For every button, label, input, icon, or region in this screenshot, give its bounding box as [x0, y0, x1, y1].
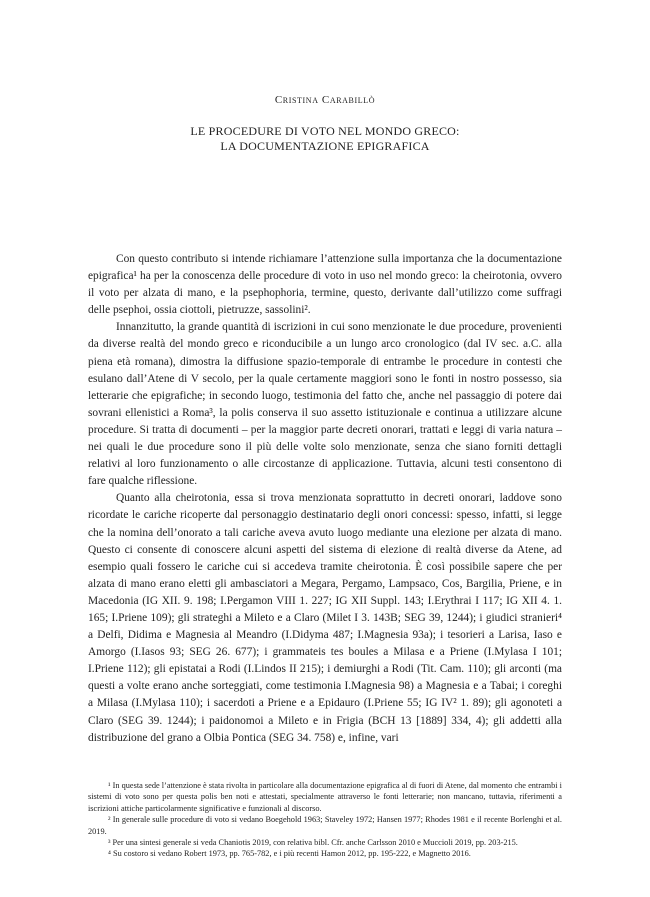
article-title	[0, 124, 650, 154]
footnote-2: ² In generale sulle procedure di voto si vedano Boegehold 1963; Staveley 1972; Hansen 1977; Rhodes 1981 e il recente Borlenghi et al. 2019.	[88, 815, 562, 836]
paragraph-1: Con questo contributo si intende richiamare l’attenzione sulla importanza che la documentazione epigrafica¹ ha per la conoscenza delle procedure di voto in uso nel mondo greco: la cheirotonia, ovvero il voto per alzata di mano, e la psephophoria, termine, questo, derivante dall’utilizzo come suffragi delle psephoi, ossia ciottoli, pietruzze, sassolini².	[88, 253, 562, 317]
footnote-4: ⁴ Su costoro si vedano Robert 1973, pp. 765-782, e i più recenti Hamon 2012, pp. 195-222, e Magnetto 2016.	[108, 849, 471, 859]
paragraph-3: Quanto alla cheirotonia, essa si trova menzionata soprattutto in decreti onorari, laddove sono ricordate le cariche ricoperte dal personaggio destinatario degli onori concessi: spesso, infatti, si legge che la nomina dell’onorato a tali cariche aveva avuto luogo mediante una elezione per alzata di mano. Questo ci consente di conoscere alcuni aspetti del sistema di elezione di realtà diverse da Atene, ad esempio quali fossero le cariche cui si accedeva tramite cheirotonia. È così possibile sapere che per alzata di mano erano eletti gli ambasciatori a Megara, Pergamo, Lampsaco, Cos, Bargilia, Priene, e in Macedonia (IG XII. 9. 198; I.Pergamon VIII 1. 227; IG XII Suppl. 143; I.Erythrai I 117; IG XII 4. 1. 165; I.Priene 109); gli strateghi a Mileto e a Claro (Milet I 3. 143B; SEG 39, 1244); i giudici stranieri⁴ a Delfi, Didima e Magnesia al Meandro (I.Didyma 487; I.Magnesia 93a); i tesorieri a Larisa, Iaso e Amorgo (I.Iasos 93; SEG 26. 677); i grammateis tes boules a Milasa e a Priene (I.Mylasa I 101; I.Priene 112); gli epistatai a Rodi (I.Lindos II 215); i demiurghi a Rodi (Tit. Cam. 110); gli arconti (ma questi a volte erano anche sorteggiati, come testimonia I.Magnesia 98) a Magnesia e a Tabai; i coreghi a Milasa (I.Mylasa 110); i sacerdoti a Priene e a Epidauro (I.Priene 55; IG IV² 1. 89); gli agonoteti a Claro (SEG 39. 1244); i paidonomoi a Mileto e in Frigia (BCH 13 [1889] 334, 4); gli addetti alla distribuzione del grano a Olbia Pontica (SEG 34. 758) e, infine, vari	[88, 492, 562, 744]
footnotes	[88, 780, 562, 860]
title-line-2: LA DOCUMENTAZIONE EPIGRAFICA	[220, 139, 430, 153]
title-line-1: LE PROCEDURE DI VOTO NEL MONDO GRECO:	[190, 124, 460, 138]
body-text	[88, 251, 562, 747]
footnote-3: ³ Per una sintesi generale si veda Chaniotis 2019, con relativa bibl. Cfr. anche Carlsson 2010 e Muccioli 2019, pp. 203-215.	[108, 838, 518, 848]
author-name: Cristina Carabillò	[274, 94, 376, 106]
footnote-1: ¹ In questa sede l’attenzione è stata rivolta in particolare alla documentazione epigrafica al di fuori di Atene, dal momento che entrambi i sistemi di voto sono per questa polis ben noti e attestati, specialmente attraverso le fonti letterarie; non mancano, tuttavia, riferimenti a iscrizioni attiche particolarmente significative e funzionali al discorso.	[88, 781, 562, 813]
paragraph-2: Innanzitutto, la grande quantità di iscrizioni in cui sono menzionate le due procedure, provenienti da diverse realtà del mondo greco e riconducibile a un lungo arco cronologico (dal IV sec. a.C. alla piena età romana), dimostra la diffusione spazio-temporale di entrambe le procedure in contesti che esulano dall’Atene di V secolo, per la quale certamente maggiori sono le fonti in nostro possesso, sia letterarie che epigrafiche; in secondo luogo, testimonia del fatto che, anche nel passaggio di potere dai sovrani ellenistici a Roma³, la polis conserva il suo assetto istituzionale e continua a utilizzare alcune procedure. Si tratta di documenti – per la maggior parte decreti onorari, trattati e leggi di varia natura – nei quali le due procedure sono il più delle volte solo menzionate, senza che siano forniti dettagli relativi al loro funzionamento o alle circostanze di applicazione. Tuttavia, alcuni testi consentono di fare qualche riflessione.	[88, 321, 562, 488]
